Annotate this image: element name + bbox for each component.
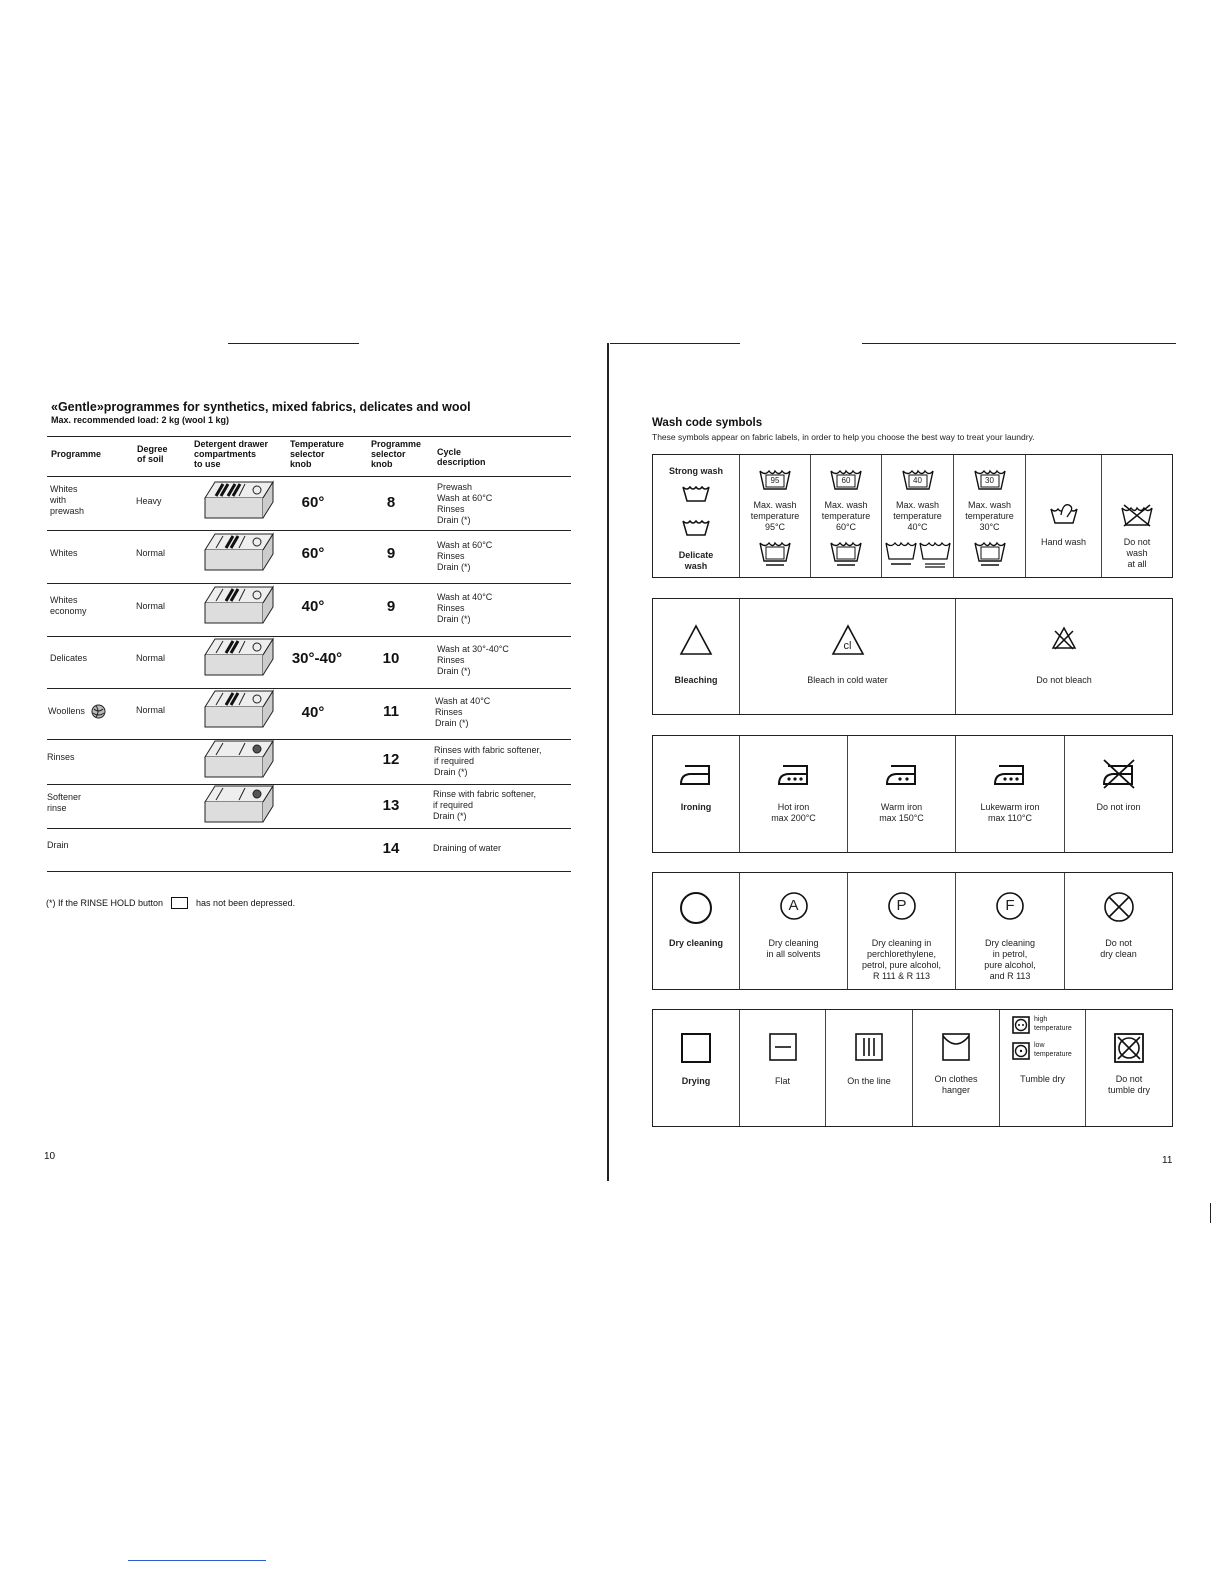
row8-knob: 14 (382, 840, 400, 857)
header-temp-line2: selector (290, 449, 325, 459)
header-programme-knob (371, 439, 421, 469)
header-temp-line3: knob (290, 459, 312, 469)
tumble-high-icon (1012, 1016, 1030, 1034)
dry-clean-a-label (740, 938, 847, 960)
iron-hot-label (740, 802, 847, 824)
row4-programme-l1: Delicates (50, 653, 88, 663)
ironing-panel (652, 735, 1173, 853)
dry-cleaning-panel (652, 872, 1173, 990)
detergent-drawer-icon (201, 784, 275, 824)
row-divider (47, 636, 571, 637)
header-degree (137, 444, 168, 464)
ironing-label: Ironing (680, 802, 712, 812)
detergent-drawer-icon (201, 532, 275, 572)
iron-luke-cell (956, 736, 1065, 852)
wash-30-temp-text: 30 (985, 476, 994, 485)
dryclean-a-cell (740, 873, 848, 989)
footnote-text-before: (*) If the RINSE HOLD button (46, 898, 164, 908)
tumble-high-l2: temperature (1034, 1025, 1072, 1032)
wash-30-delicate-icon (973, 539, 1007, 567)
row2-cycle-l3: Drain (*) (437, 562, 471, 572)
wash-40-temp-text: 40 (913, 476, 922, 485)
delicate-wash-label (653, 550, 739, 572)
bleaching-label: Bleaching (674, 675, 718, 685)
no-tumble-l2: tumble dry (1107, 1085, 1151, 1095)
row1-programme-l1: Whites (50, 484, 78, 494)
header-degree-line1: Degree (137, 444, 168, 454)
no-tumble-l1: Do not (1115, 1074, 1143, 1084)
top-rule-left (228, 343, 359, 344)
wash-95-l2: temperature (750, 511, 800, 521)
dry-clean-p-l3: petrol, pure alcohol, (861, 960, 942, 970)
top-rule-right-1 (610, 343, 740, 344)
dry-cleaning-label: Dry cleaning (668, 938, 724, 948)
do-not-bleach-label: Do not bleach (1036, 675, 1092, 685)
wash-30-label (954, 500, 1025, 533)
row3-programme-l2: economy (50, 606, 87, 616)
page-number-right: 11 (1162, 1155, 1173, 1166)
hand-wash-label: Hand wash (1040, 537, 1087, 547)
row1-temp: 60° (301, 494, 325, 511)
row-divider (47, 784, 571, 785)
wash-95-temp-text: 95 (770, 476, 780, 485)
row1-cycle-l1: Prewash (437, 482, 473, 492)
iron-label-cell (653, 736, 740, 852)
row4-soil: Normal (136, 653, 166, 663)
dry-clean-f-l4: and R 113 (989, 971, 1031, 981)
row3-programme-l1: Whites (50, 595, 78, 605)
header-prog-line3: knob (371, 459, 393, 469)
row2-cycle (437, 540, 492, 573)
iron-lukewarm-icon (993, 758, 1027, 788)
row6-programme (47, 752, 75, 763)
wash-label-cell (653, 455, 740, 577)
dry-clean-p-l4: R 111 & R 113 (872, 971, 931, 981)
dry-clean-p-letter: P (896, 897, 907, 914)
edge-mark (1210, 1203, 1211, 1223)
row-divider (47, 583, 571, 584)
row-divider (47, 688, 571, 689)
dry-hanger-cell (913, 1010, 1000, 1126)
detergent-drawer-icon (201, 689, 275, 729)
row6-programme-l1: Rinses (47, 752, 75, 762)
row8-cycle (433, 843, 501, 854)
wash-tub-icon (681, 483, 711, 503)
wash-95-label (740, 500, 810, 533)
row5-programme-l1: Woollens (48, 706, 85, 716)
wash-60-l1: Max. wash (824, 500, 868, 510)
dry-line-cell (826, 1010, 913, 1126)
row5-cycle-l1: Wash at 40°C (435, 696, 491, 706)
dryclean-label-cell (653, 873, 740, 989)
wash-95-delicate-icon (758, 539, 792, 567)
row4-cycle-l1: Wash at 30°-40°C (437, 644, 509, 654)
row5-temp: 40° (301, 704, 325, 721)
do-not-dry-clean-icon (1103, 891, 1135, 923)
hand-wash-icon (1049, 501, 1079, 525)
dry-hanger-l2: hanger (941, 1085, 971, 1095)
dry-flat-label: Flat (774, 1076, 790, 1086)
row3-cycle-l1: Wash at 40°C (437, 592, 493, 602)
dry-clean-p-l2: perchlorethylene, (866, 949, 937, 959)
delicate-wash-l1: Delicate (678, 550, 714, 560)
row4-temp: 30°-40° (291, 650, 343, 667)
page-title-left: «Gentle»programmes for synthetics, mixed fabrics, delicates and wool (51, 400, 471, 414)
row2-soil: Normal (136, 548, 166, 558)
row3-cycle-l2: Rinses (437, 603, 465, 613)
no-wash-l1: Do not (1123, 537, 1151, 547)
washing-panel (652, 454, 1173, 578)
dry-line-icon (854, 1032, 884, 1062)
do-not-dry-clean-label (1065, 938, 1172, 960)
no-dryclean-cell (1065, 873, 1172, 989)
iron-icon (679, 758, 713, 788)
row1-programme (50, 484, 84, 517)
row7-cycle-l3: Drain (*) (433, 811, 467, 821)
bleach-label-cell (653, 599, 740, 714)
row7-cycle (433, 789, 536, 822)
detergent-drawer-icon (201, 739, 275, 779)
page-title-right: Wash code symbols (652, 417, 763, 429)
wash-40-label (882, 500, 953, 533)
table-top-rule (47, 436, 571, 437)
tumble-low-label (1034, 1041, 1072, 1059)
do-not-iron-icon (1100, 756, 1138, 790)
bleach-cold-cell (740, 599, 956, 714)
wash-40-l2: temperature (893, 511, 942, 521)
wash-30-l1: Max. wash (967, 500, 1011, 510)
dryclean-f-cell (956, 873, 1065, 989)
dry-clean-p-label (848, 938, 955, 982)
no-wash-l3: at all (1127, 559, 1147, 569)
row2-cycle-l1: Wash at 60°C (437, 540, 493, 550)
row-divider (47, 530, 571, 531)
row2-temp: 60° (301, 545, 325, 562)
table-bottom-rule (47, 871, 571, 872)
drying-panel (652, 1009, 1173, 1127)
no-bleach-cell (956, 599, 1172, 714)
no-wash-l2: wash (1126, 548, 1148, 558)
row4-knob: 10 (382, 650, 400, 667)
row7-programme-l1: Softener (47, 792, 82, 802)
row7-programme-l2: rinse (47, 803, 67, 813)
dry-hanger-label (913, 1074, 999, 1096)
hand-wash-cell (1026, 455, 1102, 577)
row1-programme-l2: with (50, 495, 67, 505)
iron-warm-l2: max 150°C (879, 813, 924, 823)
row1-cycle (437, 482, 492, 526)
row-divider (47, 739, 571, 740)
dry-flat-cell (740, 1010, 826, 1126)
header-temp-line1: Temperature (290, 439, 344, 449)
dry-clean-circle-icon (679, 891, 713, 925)
dry-clean-f-letter: F (1005, 897, 1015, 914)
wash-40-l1: Max. wash (895, 500, 939, 510)
dry-clean-f-l1: Dry cleaning (984, 938, 1036, 948)
row3-temp: 40° (301, 598, 325, 615)
tumble-high-label (1034, 1015, 1072, 1033)
bottom-edge-line (128, 1560, 266, 1561)
dry-hanger-l1: On clothes (934, 1074, 978, 1084)
wash-30-cell (954, 455, 1026, 577)
row4-programme (50, 653, 87, 664)
dry-clean-f-l3: pure alcohol, (984, 960, 1036, 970)
row1-knob: 8 (386, 494, 396, 511)
header-drawer-line3: to use (194, 459, 221, 469)
footnote-text-after: has not been depressed. (196, 898, 296, 908)
wash-code-intro: These symbols appear on fabric labels, in order to help you choose the best way to treat your laundry. (652, 432, 1035, 442)
row4-cycle-l3: Drain (*) (437, 666, 471, 676)
do-not-iron-label: Do not iron (1096, 802, 1141, 812)
row6-cycle-l2: if required (434, 756, 475, 766)
wash-40-cell (882, 455, 954, 577)
dry-clean-a-l2: in all solvents (766, 949, 821, 959)
wash-30-l3: 30°C (979, 522, 1000, 532)
detergent-drawer-icon (201, 585, 275, 625)
header-drawer (194, 439, 268, 469)
row8-programme (47, 840, 69, 851)
dry-clean-a-letter: A (788, 897, 799, 914)
wash-95-l1: Max. wash (753, 500, 797, 510)
row3-programme (50, 595, 87, 617)
wash-60-temp-text: 60 (841, 476, 851, 485)
header-prog-line2: selector (371, 449, 406, 459)
row6-cycle (434, 745, 542, 778)
do-not-tumble-label (1086, 1074, 1172, 1096)
wash-40-delicate-icons (884, 539, 952, 569)
iron-luke-label (956, 802, 1064, 824)
tumble-dry-cell (1000, 1010, 1086, 1126)
row2-programme (50, 548, 78, 559)
strong-wash-label: Strong wash (668, 466, 723, 476)
dry-hanger-icon (941, 1032, 971, 1062)
row1-programme-l3: prewash (50, 506, 85, 516)
row4-cycle (437, 644, 509, 677)
header-degree-line2: of soil (137, 454, 164, 464)
do-not-tumble-dry-icon (1113, 1032, 1145, 1064)
dry-clean-f-l2: in petrol, (992, 949, 1028, 959)
header-cycle (437, 447, 486, 467)
row1-cycle-l4: Drain (*) (437, 515, 471, 525)
iron-hot-cell (740, 736, 848, 852)
header-programme: Programme (51, 449, 102, 459)
wash-60-l3: 60°C (835, 522, 857, 532)
do-not-wash-label (1102, 537, 1172, 570)
chlorine-letters: cl (843, 640, 852, 652)
tumble-low-icon (1012, 1042, 1030, 1060)
row1-soil: Heavy (136, 496, 162, 506)
dryclean-p-cell (848, 873, 956, 989)
wash-60-label (811, 500, 881, 533)
iron-warm-icon (885, 758, 919, 788)
row5-cycle (435, 696, 490, 729)
tumble-high-l1: high (1034, 1016, 1048, 1023)
row5-soil: Normal (136, 705, 166, 715)
wash-95-cell (740, 455, 811, 577)
header-cycle-line2: description (437, 457, 486, 467)
no-dryclean-l1: Do not (1105, 938, 1132, 948)
bleach-triangle-icon (679, 623, 713, 657)
header-temperature (290, 439, 344, 469)
header-bottom-rule (47, 476, 571, 477)
page-number-left: 10 (44, 1151, 56, 1162)
top-rule-right-2 (862, 343, 1176, 344)
tumble-low-l2: temperature (1034, 1051, 1072, 1058)
row2-cycle-l2: Rinses (437, 551, 465, 561)
wash-40-l3: 40°C (907, 522, 928, 532)
footnote (46, 897, 295, 909)
header-drawer-line1: Detergent drawer (194, 439, 269, 449)
row3-soil: Normal (136, 601, 166, 611)
detergent-drawer-icon (201, 637, 275, 677)
row5-knob: 11 (383, 703, 399, 720)
row3-cycle-l3: Drain (*) (437, 614, 471, 624)
no-wash-cell (1102, 455, 1172, 577)
no-iron-cell (1065, 736, 1172, 852)
row3-knob: 9 (386, 598, 396, 615)
row1-cycle-l2: Wash at 60°C (437, 493, 493, 503)
row1-cycle-l3: Rinses (437, 504, 465, 514)
tumble-dry-label: Tumble dry (1020, 1074, 1065, 1084)
do-not-wash-icon (1120, 503, 1154, 527)
drying-label: Drying (681, 1076, 711, 1086)
iron-hot-l1: Hot iron (777, 802, 810, 812)
wash-60-delicate-icon (829, 539, 863, 567)
page-spine (607, 343, 609, 1181)
dry-clean-f-label (956, 938, 1064, 982)
iron-warm-l1: Warm iron (880, 802, 923, 812)
dry-line-label: On the line (847, 1076, 891, 1086)
row-divider (47, 828, 571, 829)
row6-knob: 12 (382, 751, 400, 768)
row2-programme-l1: Whites (50, 548, 78, 558)
iron-luke-l1: Lukewarm iron (980, 802, 1040, 812)
header-prog-line1: Programme (371, 439, 422, 449)
delicate-wash-l2: wash (684, 561, 708, 571)
row7-programme (47, 792, 81, 814)
iron-warm-cell (848, 736, 956, 852)
row5-cycle-l3: Drain (*) (435, 718, 469, 728)
wash-60-l2: temperature (821, 511, 871, 521)
wool-ball-icon (91, 704, 106, 719)
load-subtitle: Max. recommended load: 2 kg (wool 1 kg) (51, 415, 230, 425)
dry-flat-icon (768, 1032, 798, 1062)
detergent-drawer-icon (201, 480, 275, 520)
iron-hot-icon (777, 758, 811, 788)
dry-clean-a-l1: Dry cleaning (768, 938, 819, 948)
rinse-hold-button-icon (171, 897, 188, 909)
row8-cycle-l1: Draining of water (433, 843, 502, 853)
row7-cycle-l1: Rinse with fabric softener, (433, 789, 537, 799)
header-cycle-line1: Cycle (437, 447, 462, 457)
iron-warm-label (848, 802, 955, 824)
drying-label-cell (653, 1010, 740, 1126)
row3-cycle (437, 592, 492, 625)
wash-60-cell (811, 455, 882, 577)
header-drawer-line2: compartments (194, 449, 257, 459)
row7-knob: 13 (382, 797, 400, 814)
dry-clean-p-l1: Dry cleaning in (871, 938, 932, 948)
row6-cycle-l1: Rinses with fabric softener, (434, 745, 542, 755)
row5-programme (48, 704, 106, 719)
iron-hot-l2: max 200°C (771, 813, 816, 823)
bleaching-panel (652, 598, 1173, 715)
no-dryclean-l2: dry clean (1100, 949, 1137, 959)
tumble-low-l1: low (1034, 1042, 1045, 1049)
row6-cycle-l3: Drain (*) (434, 767, 468, 777)
do-not-bleach-icon (1051, 625, 1077, 651)
iron-luke-l2: max 110°C (988, 813, 1032, 823)
row8-programme-l1: Drain (47, 840, 69, 850)
row4-cycle-l2: Rinses (437, 655, 465, 665)
wash-30-l2: temperature (965, 511, 1014, 521)
drying-square-icon (680, 1032, 712, 1064)
wash-95-l3: 95°C (764, 522, 786, 532)
row7-cycle-l2: if required (433, 800, 474, 810)
row2-knob: 9 (386, 545, 396, 562)
no-tumble-cell (1086, 1010, 1172, 1126)
bleach-cold-label: Bleach in cold water (807, 675, 888, 685)
row5-cycle-l2: Rinses (435, 707, 463, 717)
wash-tub-icon (681, 517, 711, 537)
